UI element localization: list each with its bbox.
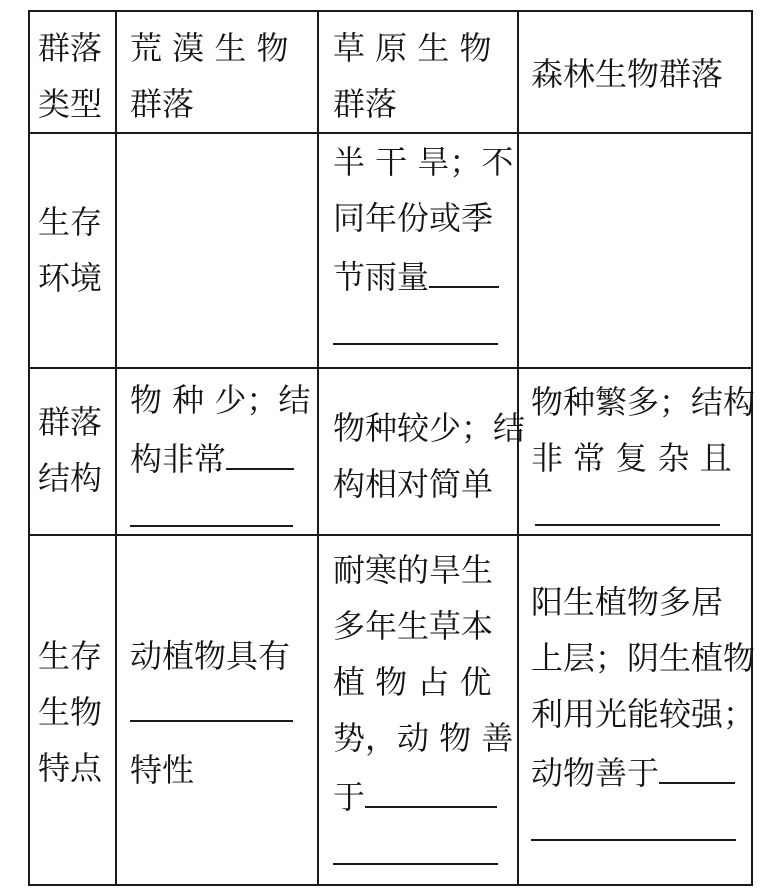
grassland-structure-cell <box>333 400 526 512</box>
row-label-line: 群落 <box>38 403 103 441</box>
cell-text-line: 植 物 占 优 <box>333 663 492 701</box>
cell-text-line: 多年生草本 <box>333 607 494 645</box>
cell-text-line: 于 <box>333 778 366 816</box>
cell-text-line: 同年份或季 <box>333 199 494 237</box>
desert-environment-cell <box>130 138 315 363</box>
row-label-line: 环境 <box>38 259 103 297</box>
row-label-line: 结构 <box>38 459 103 497</box>
fill-in-blank[interactable] <box>333 305 498 345</box>
cell-text-line: 耐寒的旱生 <box>333 551 494 589</box>
fill-in-blank[interactable] <box>226 428 294 470</box>
cell-text-line: 利用光能较强； <box>531 695 756 733</box>
row-label-line: 特点 <box>38 749 103 787</box>
header-forest-cell <box>531 46 751 102</box>
cell-text-line: 物种较少；结 <box>333 409 526 447</box>
cell-text-line: 非 常 复 杂 且 <box>531 439 732 477</box>
column-divider <box>517 12 519 884</box>
desert-structure-cell <box>130 372 315 527</box>
header-corner-cell <box>38 20 116 132</box>
header-forest-line: 森林生物群落 <box>531 55 724 93</box>
cell-text-line: 势，动 物 善 <box>333 719 514 757</box>
row-label-line: 生存 <box>38 203 103 241</box>
fill-in-blank[interactable] <box>365 766 497 808</box>
header-desert-cell <box>130 20 315 132</box>
grassland-traits-cell <box>333 542 515 865</box>
fill-in-blank[interactable] <box>333 825 498 865</box>
row-label-line: 生存 <box>38 637 103 675</box>
forest-structure-cell <box>531 374 756 526</box>
cell-text-line: 节雨量 <box>333 258 430 296</box>
cell-text-line: 上层；阴生植物 <box>531 639 756 677</box>
cell-text-line: 半 干 旱；不 <box>333 143 514 181</box>
grassland-environment-cell <box>333 134 514 345</box>
header-corner-line: 群落 <box>38 29 103 67</box>
header-desert-line: 群落 <box>130 85 195 123</box>
header-grassland-line: 草 原 生 物 <box>333 29 492 67</box>
row-label-environment <box>38 194 116 306</box>
cell-text-line: 特性 <box>130 751 195 789</box>
header-grassland-cell <box>333 20 515 132</box>
ecosystem-comparison-table <box>28 10 756 886</box>
cell-text-line: 动物善于 <box>531 754 660 792</box>
cell-text-line: 动植物具有 <box>130 637 291 675</box>
column-divider <box>317 12 319 884</box>
forest-environment-cell <box>531 138 751 363</box>
cell-text-line: 阳生植物多居 <box>531 583 724 621</box>
forest-traits-cell <box>531 574 755 841</box>
row-label-traits <box>38 628 116 796</box>
fill-in-blank[interactable] <box>535 486 720 526</box>
cell-text-line: 物种繁多；结构 <box>531 383 756 421</box>
header-grassland-line: 群落 <box>333 85 398 123</box>
row-divider <box>30 534 751 536</box>
header-corner-line: 类型 <box>38 85 103 123</box>
row-divider <box>30 367 751 369</box>
fill-in-blank[interactable] <box>130 684 293 722</box>
fill-in-blank[interactable] <box>429 246 499 288</box>
cell-text-line: 构相对简单 <box>333 465 494 503</box>
cell-text-line: 构非常 <box>130 440 227 478</box>
desert-traits-cell <box>130 628 315 798</box>
header-desert-line: 荒 漠 生 物 <box>130 29 289 67</box>
fill-in-blank[interactable] <box>130 487 293 527</box>
cell-text-line: 物 种 少；结 <box>130 381 311 419</box>
row-label-structure <box>38 394 116 506</box>
fill-in-blank[interactable] <box>659 742 735 784</box>
fill-in-blank[interactable] <box>531 801 736 841</box>
row-label-line: 生物 <box>38 693 103 731</box>
